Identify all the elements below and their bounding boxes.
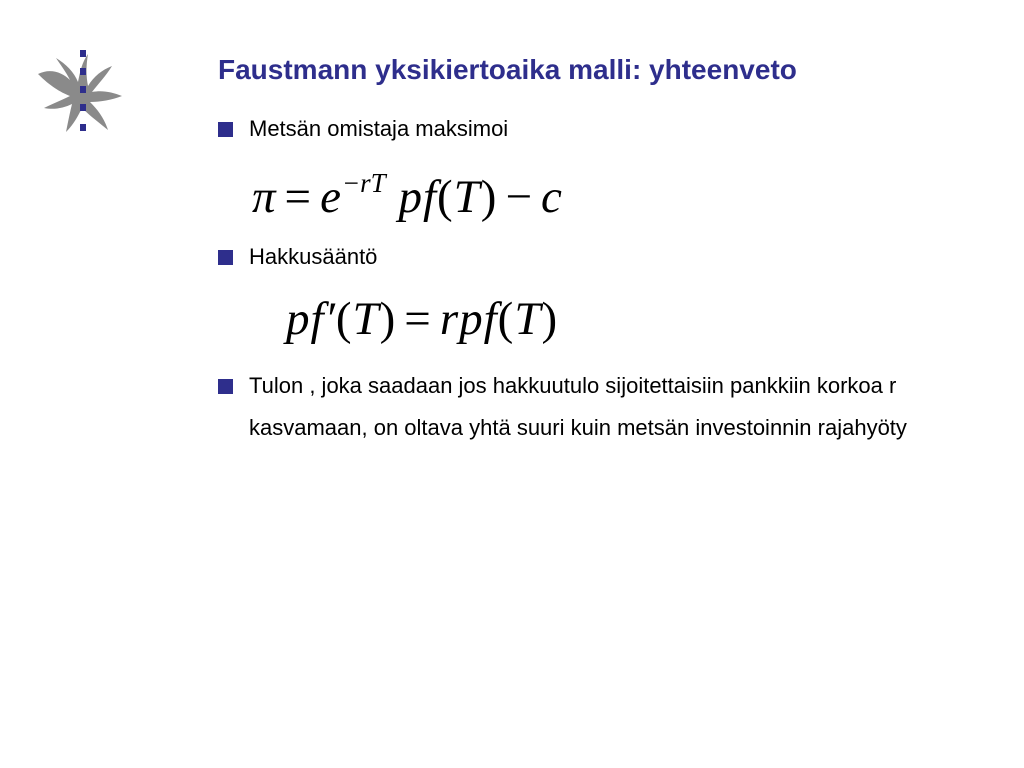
- formula-t: T: [453, 171, 481, 223]
- square-bullet-icon: [218, 250, 233, 265]
- formula-equals: =: [284, 171, 313, 223]
- formula-minus: −: [505, 171, 533, 223]
- formula-t: T: [514, 293, 542, 345]
- formula-t: T: [352, 293, 380, 345]
- formula-pf: pf: [286, 293, 325, 345]
- formula-close-paren: ): [541, 293, 559, 345]
- formula-pf: pf: [398, 171, 437, 223]
- objective-formula: [252, 168, 563, 224]
- bullet-item: [218, 365, 958, 449]
- square-bullet-icon: [218, 122, 233, 137]
- slide-title: Faustmann yksikiertoaika malli: yhteenveto: [218, 54, 797, 85]
- dotted-vertical-line: [77, 50, 89, 136]
- formula-open-paren: (: [497, 293, 515, 345]
- formula-exponent: −rT: [341, 168, 386, 198]
- formula-close-paren: ): [379, 293, 397, 345]
- harvest-rule-formula: [286, 292, 558, 346]
- formula-pi: π: [252, 171, 277, 223]
- bullet-text: Metsän omistaja maksimoi: [249, 116, 509, 141]
- formula-c: c: [540, 171, 563, 223]
- formula-open-paren: (: [437, 171, 454, 223]
- formula-equals: =: [404, 293, 432, 345]
- formula-rpf: rpf: [439, 293, 498, 345]
- formula-open-paren: (: [335, 293, 353, 345]
- bullet-text: Tulon , joka saadaan jos hakkuutulo sijoitettaisiin pankkiin korkoa r kasvamaan, on oltava yhtä suuri kuin metsän investoinnin rajahyöty: [249, 373, 907, 440]
- formula-e: e: [320, 171, 342, 223]
- formula-close-paren: ): [480, 171, 498, 223]
- square-bullet-icon: [218, 379, 233, 394]
- bullet-item: [218, 108, 958, 150]
- bullet-item: [218, 236, 958, 278]
- bullet-text: Hakkusääntö: [249, 244, 378, 269]
- formula-prime: ′: [324, 293, 336, 345]
